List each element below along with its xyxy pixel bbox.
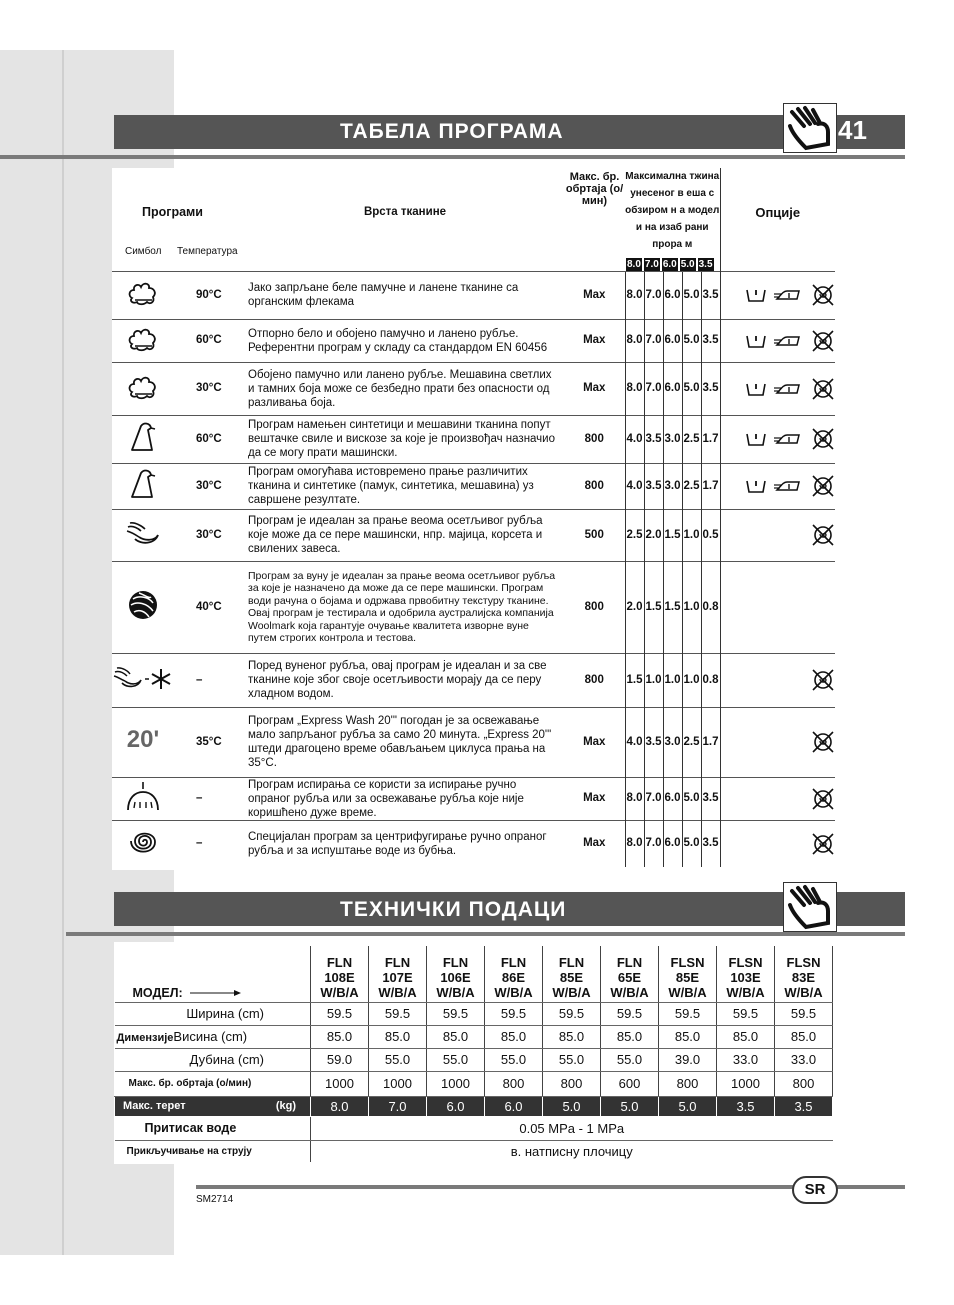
height-value: 85.0 bbox=[311, 1025, 369, 1048]
model-line: W/B/A bbox=[494, 984, 533, 1000]
no-spin-icon bbox=[807, 378, 839, 400]
load-value: 6.0 bbox=[427, 1096, 485, 1116]
width-value: 59.5 bbox=[311, 1002, 369, 1025]
easy-iron-icon bbox=[769, 287, 805, 303]
load-label: Макс. терет bbox=[123, 1100, 186, 1112]
load-label-cell bbox=[115, 1096, 311, 1116]
program-load-value: 0.8 bbox=[701, 653, 720, 707]
program-load-value: 6.0 bbox=[663, 777, 682, 820]
program-max-spin: Max bbox=[564, 777, 625, 820]
express-20-icon bbox=[112, 707, 174, 777]
program-load-value: 7.0 bbox=[644, 271, 663, 319]
model-label: МОДЕЛ: bbox=[132, 985, 183, 1000]
model-line: W/B/A bbox=[320, 984, 359, 1000]
load-header-0: 8.0 bbox=[627, 258, 641, 270]
program-options bbox=[720, 509, 835, 561]
program-load-value: 8.0 bbox=[625, 820, 644, 867]
depth-value: 55.0 bbox=[543, 1048, 601, 1071]
program-load-value: 5.0 bbox=[682, 820, 701, 867]
width-value: 59.5 bbox=[369, 1002, 427, 1025]
program-load-value: 4.0 bbox=[625, 707, 644, 777]
program-description: Програм испирања се користи за испирање ручно опраног рубља или за освежавање рубља које није коришћено дуже време. bbox=[246, 777, 564, 820]
program-load-value: 2.5 bbox=[682, 463, 701, 509]
width-value: 59.5 bbox=[659, 1002, 717, 1025]
program-load-value: 2.0 bbox=[644, 509, 663, 561]
program-row bbox=[112, 777, 835, 820]
width-value: 59.5 bbox=[775, 1002, 833, 1025]
depth-value: 59.0 bbox=[311, 1048, 369, 1071]
model-line: W/B/A bbox=[552, 984, 591, 1000]
depth-value: 55.0 bbox=[427, 1048, 485, 1071]
height-label: Висина (cm) bbox=[173, 1029, 248, 1044]
program-max-spin: 800 bbox=[564, 463, 625, 509]
program-description: Програм намењен синтетици и мешавини тканина попут вештачке свиле и вискозе за које је произвођач назначио да се могу прати машински. bbox=[246, 415, 564, 463]
program-load-value: 7.0 bbox=[644, 777, 663, 820]
program-load-value: 8.0 bbox=[625, 777, 644, 820]
model-name bbox=[369, 946, 427, 1002]
symbol-header: Симбол bbox=[125, 246, 162, 257]
program-load-value: 2.0 bbox=[625, 561, 644, 653]
model-line: FLN bbox=[442, 954, 469, 970]
program-load-value: 5.0 bbox=[682, 319, 701, 362]
spin-value: 800 bbox=[485, 1071, 543, 1096]
program-description: Програм је идеалан за прање веома осетљивог рубља које може да се пере машински, нпр. мајица, корсета и свилених завеса. bbox=[246, 509, 564, 561]
program-load-value: 4.0 bbox=[625, 415, 644, 463]
program-max-spin: 800 bbox=[564, 415, 625, 463]
load-value: 5.0 bbox=[659, 1096, 717, 1116]
program-description: Програм омогућава истовремено прање различитих тканина и синтетике (памук, синтетика, мешавина) уз савршене резултате. bbox=[246, 463, 564, 509]
program-row bbox=[112, 362, 835, 415]
program-options bbox=[720, 820, 835, 867]
program-load-value: 2.5 bbox=[682, 415, 701, 463]
program-load-value: 3.5 bbox=[701, 820, 720, 867]
program-temperature: 40°C bbox=[174, 561, 246, 653]
program-load-value: 3.5 bbox=[701, 271, 720, 319]
no-spin-icon bbox=[807, 731, 839, 753]
pressure-label: Притисак воде bbox=[115, 1116, 311, 1140]
program-row bbox=[112, 707, 835, 777]
prewash-icon bbox=[741, 431, 771, 447]
program-load-value: 8.0 bbox=[625, 319, 644, 362]
model-line: FLSN bbox=[728, 954, 763, 970]
width-value: 59.5 bbox=[485, 1002, 543, 1025]
program-description: Поред вуненог рубља, овај програм је идеалан и за све тканине које због своје осетљивости морају да се перу хладном водом. bbox=[246, 653, 564, 707]
hand-icon-2 bbox=[783, 882, 837, 932]
program-temperature: 35°C bbox=[174, 707, 246, 777]
wool-icon bbox=[112, 561, 174, 653]
hand-cold-icon bbox=[112, 653, 174, 707]
cotton-icon bbox=[112, 271, 174, 319]
height-value: 85.0 bbox=[369, 1025, 427, 1048]
load-unit: (kg) bbox=[275, 1100, 296, 1112]
prewash-icon bbox=[741, 381, 771, 397]
model-line: FLSN bbox=[670, 954, 705, 970]
program-load-value: 2.5 bbox=[682, 707, 701, 777]
program-load-value: 3.5 bbox=[701, 777, 720, 820]
program-load-value: 5.0 bbox=[682, 271, 701, 319]
power-value: в. натписну плочицу bbox=[510, 1143, 633, 1159]
model-name bbox=[659, 946, 717, 1002]
prewash-icon bbox=[741, 287, 771, 303]
width-label: Ширина (cm) bbox=[115, 1002, 311, 1025]
program-options bbox=[720, 653, 835, 707]
program-max-spin: Max bbox=[564, 362, 625, 415]
pressure-value: 0.05 MPa - 1 MPa bbox=[311, 1116, 833, 1140]
program-load-value: 1.7 bbox=[701, 463, 720, 509]
no-spin-icon bbox=[807, 669, 839, 691]
load-header-4: 3.5 bbox=[698, 258, 713, 270]
depth-label: Дубина (cm) bbox=[115, 1048, 311, 1071]
spin-value: 1000 bbox=[717, 1071, 775, 1096]
depth-value: 55.0 bbox=[601, 1048, 659, 1071]
model-name bbox=[485, 946, 543, 1002]
model-line: FLN bbox=[326, 954, 353, 970]
no-spin-icon bbox=[807, 284, 839, 306]
model-line: 106E bbox=[440, 969, 471, 985]
spin-value: 800 bbox=[659, 1071, 717, 1096]
program-load-value: 3.5 bbox=[701, 362, 720, 415]
program-row bbox=[112, 561, 835, 653]
model-line: FLN bbox=[500, 954, 527, 970]
program-max-spin: Max bbox=[564, 820, 625, 867]
program-load-value: 1.5 bbox=[625, 653, 644, 707]
program-load-value: 2.5 bbox=[625, 509, 644, 561]
program-temperature: 30°C bbox=[174, 362, 246, 415]
program-description: Отпорно бело и обојено памучно и ланено рубље. Референтни програм у складу са стандардом EN 60456 bbox=[246, 319, 564, 362]
model-line: FLSN bbox=[786, 954, 821, 970]
tech-table bbox=[114, 946, 833, 1162]
program-max-spin: Max bbox=[564, 707, 625, 777]
height-value: 85.0 bbox=[427, 1025, 485, 1048]
synthetic-icon bbox=[112, 463, 174, 509]
no-spin-icon bbox=[807, 833, 839, 855]
options-header: Опције bbox=[720, 168, 835, 271]
program-temperature: 30°C bbox=[174, 509, 246, 561]
load-value: 3.5 bbox=[775, 1096, 833, 1116]
program-load-value: 3.5 bbox=[644, 707, 663, 777]
program-row bbox=[112, 463, 835, 509]
easy-iron-icon bbox=[769, 333, 805, 349]
program-load-value: 1.7 bbox=[701, 415, 720, 463]
cotton-icon bbox=[112, 362, 174, 415]
model-line: 83E bbox=[791, 969, 816, 985]
spin-value: 1000 bbox=[311, 1071, 369, 1096]
model-name bbox=[427, 946, 485, 1002]
program-load-value: 6.0 bbox=[663, 319, 682, 362]
spin-value: 1000 bbox=[427, 1071, 485, 1096]
program-options bbox=[720, 707, 835, 777]
program-load-value: 0.5 bbox=[701, 509, 720, 561]
program-temperature: 60°C bbox=[174, 319, 246, 362]
model-line: W/B/A bbox=[726, 984, 765, 1000]
program-max-spin: Max bbox=[564, 319, 625, 362]
left-margin-bar bbox=[0, 50, 62, 1255]
program-temperature: 90°C bbox=[174, 271, 246, 319]
fabric-header: Врста тканине bbox=[363, 206, 447, 218]
program-load-value: 0.8 bbox=[701, 561, 720, 653]
depth-value: 33.0 bbox=[775, 1048, 833, 1071]
program-options bbox=[720, 271, 835, 319]
program-row bbox=[112, 509, 835, 561]
model-name bbox=[717, 946, 775, 1002]
program-load-value: 7.0 bbox=[644, 820, 663, 867]
depth-value: 55.0 bbox=[485, 1048, 543, 1071]
arrow-right-icon bbox=[190, 989, 242, 997]
easy-iron-icon bbox=[769, 381, 805, 397]
program-temperature: 30°C bbox=[174, 463, 246, 509]
program-options bbox=[720, 463, 835, 509]
no-spin-icon bbox=[807, 475, 839, 497]
program-load-value: 3.0 bbox=[663, 463, 682, 509]
express-20-label: 20' bbox=[126, 726, 160, 753]
prewash-icon bbox=[741, 333, 771, 349]
easy-iron-icon bbox=[769, 431, 805, 447]
model-line: FLN bbox=[558, 954, 585, 970]
model-line: 103E bbox=[730, 969, 761, 985]
programs-header-label: Програми bbox=[142, 205, 203, 219]
program-max-spin: 800 bbox=[564, 561, 625, 653]
program-load-value: 6.0 bbox=[663, 362, 682, 415]
program-load-value: 5.0 bbox=[682, 362, 701, 415]
program-row bbox=[112, 271, 835, 319]
section-underline bbox=[0, 155, 905, 159]
spin-value: 800 bbox=[543, 1071, 601, 1096]
program-description: Јако запрљане беле памучне и ланене тканине са органским флекама bbox=[246, 271, 564, 319]
program-max-spin: 800 bbox=[564, 653, 625, 707]
load-capacity-headers bbox=[625, 258, 720, 271]
program-load-value: 3.5 bbox=[701, 319, 720, 362]
height-value: 85.0 bbox=[601, 1025, 659, 1048]
load-header-2: 6.0 bbox=[662, 258, 677, 270]
program-load-value: 1.0 bbox=[682, 653, 701, 707]
program-load-value: 3.5 bbox=[644, 415, 663, 463]
program-load-value: 1.5 bbox=[644, 561, 663, 653]
no-spin-icon bbox=[807, 330, 839, 352]
power-label: Прикључивање на струју bbox=[115, 1140, 311, 1162]
program-row bbox=[112, 820, 835, 867]
easy-iron-icon bbox=[769, 478, 805, 494]
depth-value: 33.0 bbox=[717, 1048, 775, 1071]
program-load-value: 3.5 bbox=[644, 463, 663, 509]
program-table bbox=[112, 168, 835, 867]
height-label-cell bbox=[115, 1025, 311, 1048]
model-name bbox=[311, 946, 369, 1002]
program-load-value: 7.0 bbox=[644, 362, 663, 415]
model-name bbox=[601, 946, 659, 1002]
program-load-value: 7.0 bbox=[644, 319, 663, 362]
footer-code: SM2714 bbox=[196, 1194, 234, 1205]
program-options bbox=[720, 415, 835, 463]
no-spin-icon bbox=[807, 428, 839, 450]
program-description: Програм за вуну је идеалан за прање веома осетљивог рубља за које је назначено да може да се пере машински. Програм води рачуна о бојама и одржава првобитну текстуру тканине. Овај програм је тестирала и одобрила аустралијска компанија Woolmark која гарантује очување квалитета изворне вуне путем строгих контрола и тестова. bbox=[246, 561, 564, 653]
program-temperature: – bbox=[174, 820, 246, 867]
model-line: 85E bbox=[559, 969, 584, 985]
load-value: 6.0 bbox=[485, 1096, 543, 1116]
width-value: 59.5 bbox=[543, 1002, 601, 1025]
program-load-value: 1.0 bbox=[682, 561, 701, 653]
model-line: 65E bbox=[617, 969, 642, 985]
load-header bbox=[625, 168, 720, 271]
load-value: 5.0 bbox=[543, 1096, 601, 1116]
height-value: 85.0 bbox=[717, 1025, 775, 1048]
language-badge: SR bbox=[792, 1176, 838, 1204]
prewash-icon bbox=[741, 478, 771, 494]
spin-value: 800 bbox=[775, 1071, 833, 1096]
cotton-icon bbox=[112, 319, 174, 362]
hand-wash-icon bbox=[112, 509, 174, 561]
load-header-label: Максимална тжина унесеног в еша с обзиром н а модел и на изаб рани прора м bbox=[625, 171, 720, 250]
section-title-tech: ТЕХНИЧКИ ПОДАЦИ bbox=[340, 898, 567, 921]
hand-icon bbox=[783, 103, 837, 153]
program-load-value: 1.0 bbox=[644, 653, 663, 707]
width-value: 59.5 bbox=[427, 1002, 485, 1025]
temperature-header: Температура bbox=[177, 246, 238, 257]
program-load-value: 1.7 bbox=[701, 707, 720, 777]
program-load-value: 5.0 bbox=[682, 777, 701, 820]
programs-header bbox=[112, 168, 246, 271]
program-load-value: 1.0 bbox=[663, 653, 682, 707]
dimensions-label: Димензије bbox=[116, 1032, 174, 1044]
model-line: FLN bbox=[616, 954, 643, 970]
program-temperature: – bbox=[174, 777, 246, 820]
spin-value: 600 bbox=[601, 1071, 659, 1096]
height-value: 85.0 bbox=[485, 1025, 543, 1048]
section-underline-2 bbox=[66, 932, 905, 936]
program-temperature: – bbox=[174, 653, 246, 707]
model-line: FLN bbox=[384, 954, 411, 970]
program-load-value: 6.0 bbox=[663, 271, 682, 319]
height-value: 85.0 bbox=[659, 1025, 717, 1048]
synthetic-icon bbox=[112, 415, 174, 463]
program-load-value: 6.0 bbox=[663, 820, 682, 867]
program-load-value: 1.0 bbox=[682, 509, 701, 561]
program-max-spin: 500 bbox=[564, 509, 625, 561]
program-load-value: 1.5 bbox=[663, 561, 682, 653]
program-load-value: 8.0 bbox=[625, 271, 644, 319]
program-load-value: 8.0 bbox=[625, 362, 644, 415]
width-value: 59.5 bbox=[717, 1002, 775, 1025]
load-value: 8.0 bbox=[311, 1096, 369, 1116]
height-value: 85.0 bbox=[543, 1025, 601, 1048]
model-line: 86E bbox=[501, 969, 526, 985]
model-line: 85E bbox=[675, 969, 700, 985]
no-spin-icon bbox=[807, 524, 839, 546]
load-header-3: 5.0 bbox=[680, 258, 695, 270]
program-load-value: 3.0 bbox=[663, 707, 682, 777]
depth-value: 39.0 bbox=[659, 1048, 717, 1071]
model-label-cell bbox=[115, 946, 311, 1002]
load-value: 5.0 bbox=[601, 1096, 659, 1116]
program-load-value: 1.5 bbox=[663, 509, 682, 561]
model-line: 108E bbox=[324, 969, 355, 985]
rinse-icon bbox=[112, 777, 174, 820]
load-header-1: 7.0 bbox=[644, 258, 659, 270]
model-line: W/B/A bbox=[610, 984, 649, 1000]
no-spin-icon bbox=[807, 788, 839, 810]
program-load-value: 4.0 bbox=[625, 463, 644, 509]
program-description: Програм „Express Wash 20'" погодан је за освежавање мало запрљаног рубља за само 20 минута. „Express 20'" штеди драгоцено време обављањем циклуса прања на 35°C. bbox=[246, 707, 564, 777]
spin-value: 1000 bbox=[369, 1071, 427, 1096]
load-value: 7.0 bbox=[369, 1096, 427, 1116]
spin-icon bbox=[112, 820, 174, 867]
program-options bbox=[720, 777, 835, 820]
spin-header: Макс. бр. обртаја (о/мин) bbox=[565, 171, 624, 207]
program-description: Обојено памучно или ланено рубље. Мешавина светлих и тамних боја може се безбедно прати без опасности од разливања боја. bbox=[246, 362, 564, 415]
model-line: 107E bbox=[382, 969, 413, 985]
model-line: W/B/A bbox=[668, 984, 707, 1000]
width-value: 59.5 bbox=[601, 1002, 659, 1025]
section-title-programs: ТАБЕЛА ПРОГРАМА bbox=[340, 120, 564, 143]
model-name bbox=[543, 946, 601, 1002]
program-load-value: 3.0 bbox=[663, 415, 682, 463]
page-number: 41 bbox=[838, 115, 867, 145]
depth-value: 55.0 bbox=[369, 1048, 427, 1071]
model-name bbox=[775, 946, 833, 1002]
model-line: W/B/A bbox=[784, 984, 823, 1000]
model-line: W/B/A bbox=[378, 984, 417, 1000]
program-row bbox=[112, 319, 835, 362]
program-options bbox=[720, 561, 835, 653]
load-value: 3.5 bbox=[717, 1096, 775, 1116]
model-line: W/B/A bbox=[436, 984, 475, 1000]
program-description: Специјалан програм за центрифугирање ручно опраног рубља и за испуштање воде из бубња. bbox=[246, 820, 564, 867]
program-options bbox=[720, 319, 835, 362]
program-max-spin: Max bbox=[564, 271, 625, 319]
spin-label: Макс. бр. обртаја (о/мин) bbox=[115, 1071, 311, 1096]
program-row bbox=[112, 653, 835, 707]
program-row bbox=[112, 415, 835, 463]
program-temperature: 60°C bbox=[174, 415, 246, 463]
height-value: 85.0 bbox=[775, 1025, 833, 1048]
program-options bbox=[720, 362, 835, 415]
